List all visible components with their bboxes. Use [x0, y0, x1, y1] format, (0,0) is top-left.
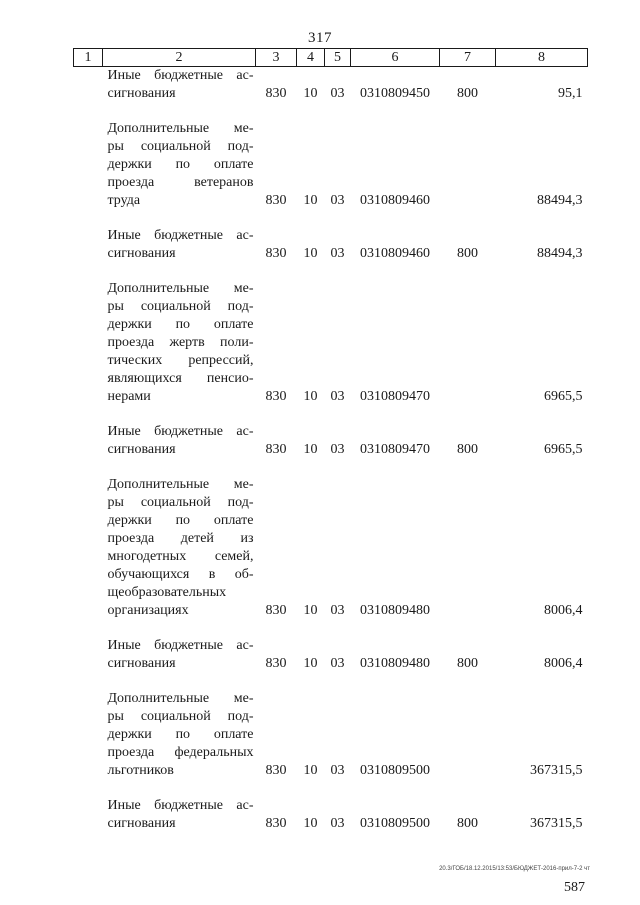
target-article-code: 0310809470: [360, 389, 430, 404]
expense-type-code: 800: [457, 656, 478, 671]
section-code: 10: [303, 603, 318, 618]
row-spacer: [74, 780, 588, 797]
description-line: проезда федеральных: [107, 745, 254, 760]
amount: 95,1: [558, 86, 583, 101]
description-line: ры социальной под-: [107, 495, 254, 510]
expense-type-code: [440, 690, 496, 780]
table-row: [74, 280, 588, 406]
description-line: Иные бюджетные ас-: [107, 228, 254, 243]
header-col-3: 3: [256, 49, 297, 67]
amount: 8006,4: [544, 603, 583, 618]
table-row: [74, 637, 588, 673]
amount: 6965,5: [544, 442, 583, 457]
table-row: [74, 227, 588, 263]
subsection-code: 03: [330, 442, 345, 457]
subsection-code: 03: [330, 603, 345, 618]
table-row: [74, 797, 588, 833]
subsection-code: 03: [330, 763, 345, 778]
section-code: 10: [303, 442, 318, 457]
table-body: [74, 67, 588, 834]
target-article-code: 0310809480: [360, 603, 430, 618]
description-line: щеобразовательных: [107, 585, 227, 600]
row-spacer: [74, 459, 588, 476]
subsection-code: 03: [330, 193, 345, 208]
expense-type-code: [440, 476, 496, 620]
description-line: держки по оплате: [107, 317, 254, 332]
table-row: [74, 476, 588, 620]
page-number-bottom: 587: [564, 880, 585, 895]
description-line: Дополнительные ме-: [107, 121, 254, 136]
expense-type-code: 800: [457, 442, 478, 457]
header-col-8: 8: [496, 49, 588, 67]
description-line: организациях: [107, 603, 189, 618]
footer-meta: 20.3/ГОБ/18.12.2015/13:53/БЮДЖЕТ-2016-прил-7-2 чт: [439, 866, 590, 872]
description-line: держки по оплате: [107, 157, 254, 172]
amount: 367315,5: [530, 763, 583, 778]
ministry-code: 830: [265, 246, 287, 261]
ministry-code: 830: [265, 816, 287, 831]
description-line: обучающихся в об-: [107, 567, 254, 582]
ministry-code: 830: [265, 656, 287, 671]
description-line: сигнования: [107, 816, 176, 831]
description-line: нерами: [107, 389, 151, 404]
description-line: Иные бюджетные ас-: [107, 638, 254, 653]
target-article-code: 0310809470: [360, 442, 430, 457]
row-description: [74, 280, 256, 406]
description-line: Дополнительные ме-: [107, 281, 254, 296]
subsection-code: 03: [330, 389, 345, 404]
expense-type-code: [440, 280, 496, 406]
subsection-code: 03: [330, 656, 345, 671]
row-description: [74, 423, 256, 459]
header-col-4: 4: [297, 49, 325, 67]
amount: 88494,3: [537, 246, 583, 261]
description-line: многодетных семей,: [107, 549, 254, 564]
section-code: 10: [303, 763, 318, 778]
table-header: [74, 49, 588, 67]
expense-type-code: 800: [457, 86, 478, 101]
ministry-code: 830: [265, 442, 287, 457]
row-description: [74, 637, 256, 673]
expense-type-code: 800: [457, 816, 478, 831]
description-line: Дополнительные ме-: [107, 691, 254, 706]
description-line: являющихся пенсио-: [107, 371, 254, 386]
description-line: сигнования: [107, 246, 176, 261]
amount: 6965,5: [544, 389, 583, 404]
amount: 88494,3: [537, 193, 583, 208]
description-line: Иные бюджетные ас-: [107, 68, 254, 83]
description-line: Иные бюджетные ас-: [107, 798, 254, 813]
row-spacer: [74, 406, 588, 423]
subsection-code: 03: [330, 246, 345, 261]
target-article-code: 0310809450: [360, 86, 430, 101]
description-line: сигнования: [107, 442, 176, 457]
description-line: тических репрессий,: [107, 353, 254, 368]
table-row: [74, 67, 588, 104]
ministry-code: 830: [265, 389, 287, 404]
description-line: Иные бюджетные ас-: [107, 424, 254, 439]
row-description: [74, 690, 256, 780]
row-spacer: [74, 103, 588, 120]
section-code: 10: [303, 86, 318, 101]
section-code: 10: [303, 389, 318, 404]
ministry-code: 830: [265, 86, 287, 101]
description-line: проезда детей из: [107, 531, 254, 546]
description-line: Дополнительные ме-: [107, 477, 254, 492]
ministry-code: 830: [265, 763, 287, 778]
target-article-code: 0310809480: [360, 656, 430, 671]
header-col-5: 5: [325, 49, 351, 67]
row-description: [74, 476, 256, 620]
section-code: 10: [303, 816, 318, 831]
row-description: [74, 797, 256, 833]
target-article-code: 0310809500: [360, 816, 430, 831]
target-article-code: 0310809460: [360, 246, 430, 261]
header-col-2: 2: [103, 49, 256, 67]
expense-type-code: 800: [457, 246, 478, 261]
description-line: труда: [107, 193, 141, 208]
amount: 367315,5: [530, 816, 583, 831]
description-line: сигнования: [107, 86, 176, 101]
description-line: проезда ветеранов: [107, 175, 254, 190]
expense-type-code: [440, 120, 496, 210]
table-row: [74, 690, 588, 780]
header-col-1: 1: [74, 49, 103, 67]
target-article-code: 0310809460: [360, 193, 430, 208]
description-line: держки по оплате: [107, 513, 254, 528]
description-line: проезда жертв поли-: [107, 335, 254, 350]
page-number-top: 317: [308, 30, 332, 46]
row-description: [74, 67, 256, 104]
ministry-code: 830: [265, 193, 287, 208]
description-line: ры социальной под-: [107, 709, 254, 724]
section-code: 10: [303, 656, 318, 671]
header-col-6: 6: [351, 49, 440, 67]
description-line: льготников: [107, 763, 174, 778]
budget-table: [73, 48, 588, 833]
row-spacer: [74, 263, 588, 280]
amount: 8006,4: [544, 656, 583, 671]
row-spacer: [74, 210, 588, 227]
section-code: 10: [303, 246, 318, 261]
row-spacer: [74, 620, 588, 637]
table-row: [74, 423, 588, 459]
header-col-7: 7: [440, 49, 496, 67]
description-line: сигнования: [107, 656, 176, 671]
section-code: 10: [303, 193, 318, 208]
ministry-code: 830: [265, 603, 287, 618]
description-line: ры социальной под-: [107, 139, 254, 154]
description-line: держки по оплате: [107, 727, 254, 742]
row-spacer: [74, 673, 588, 690]
row-description: [74, 227, 256, 263]
subsection-code: 03: [330, 816, 345, 831]
table-row: [74, 120, 588, 210]
header-row: [74, 49, 588, 67]
subsection-code: 03: [330, 86, 345, 101]
row-description: [74, 120, 256, 210]
target-article-code: 0310809500: [360, 763, 430, 778]
description-line: ры социальной под-: [107, 299, 254, 314]
